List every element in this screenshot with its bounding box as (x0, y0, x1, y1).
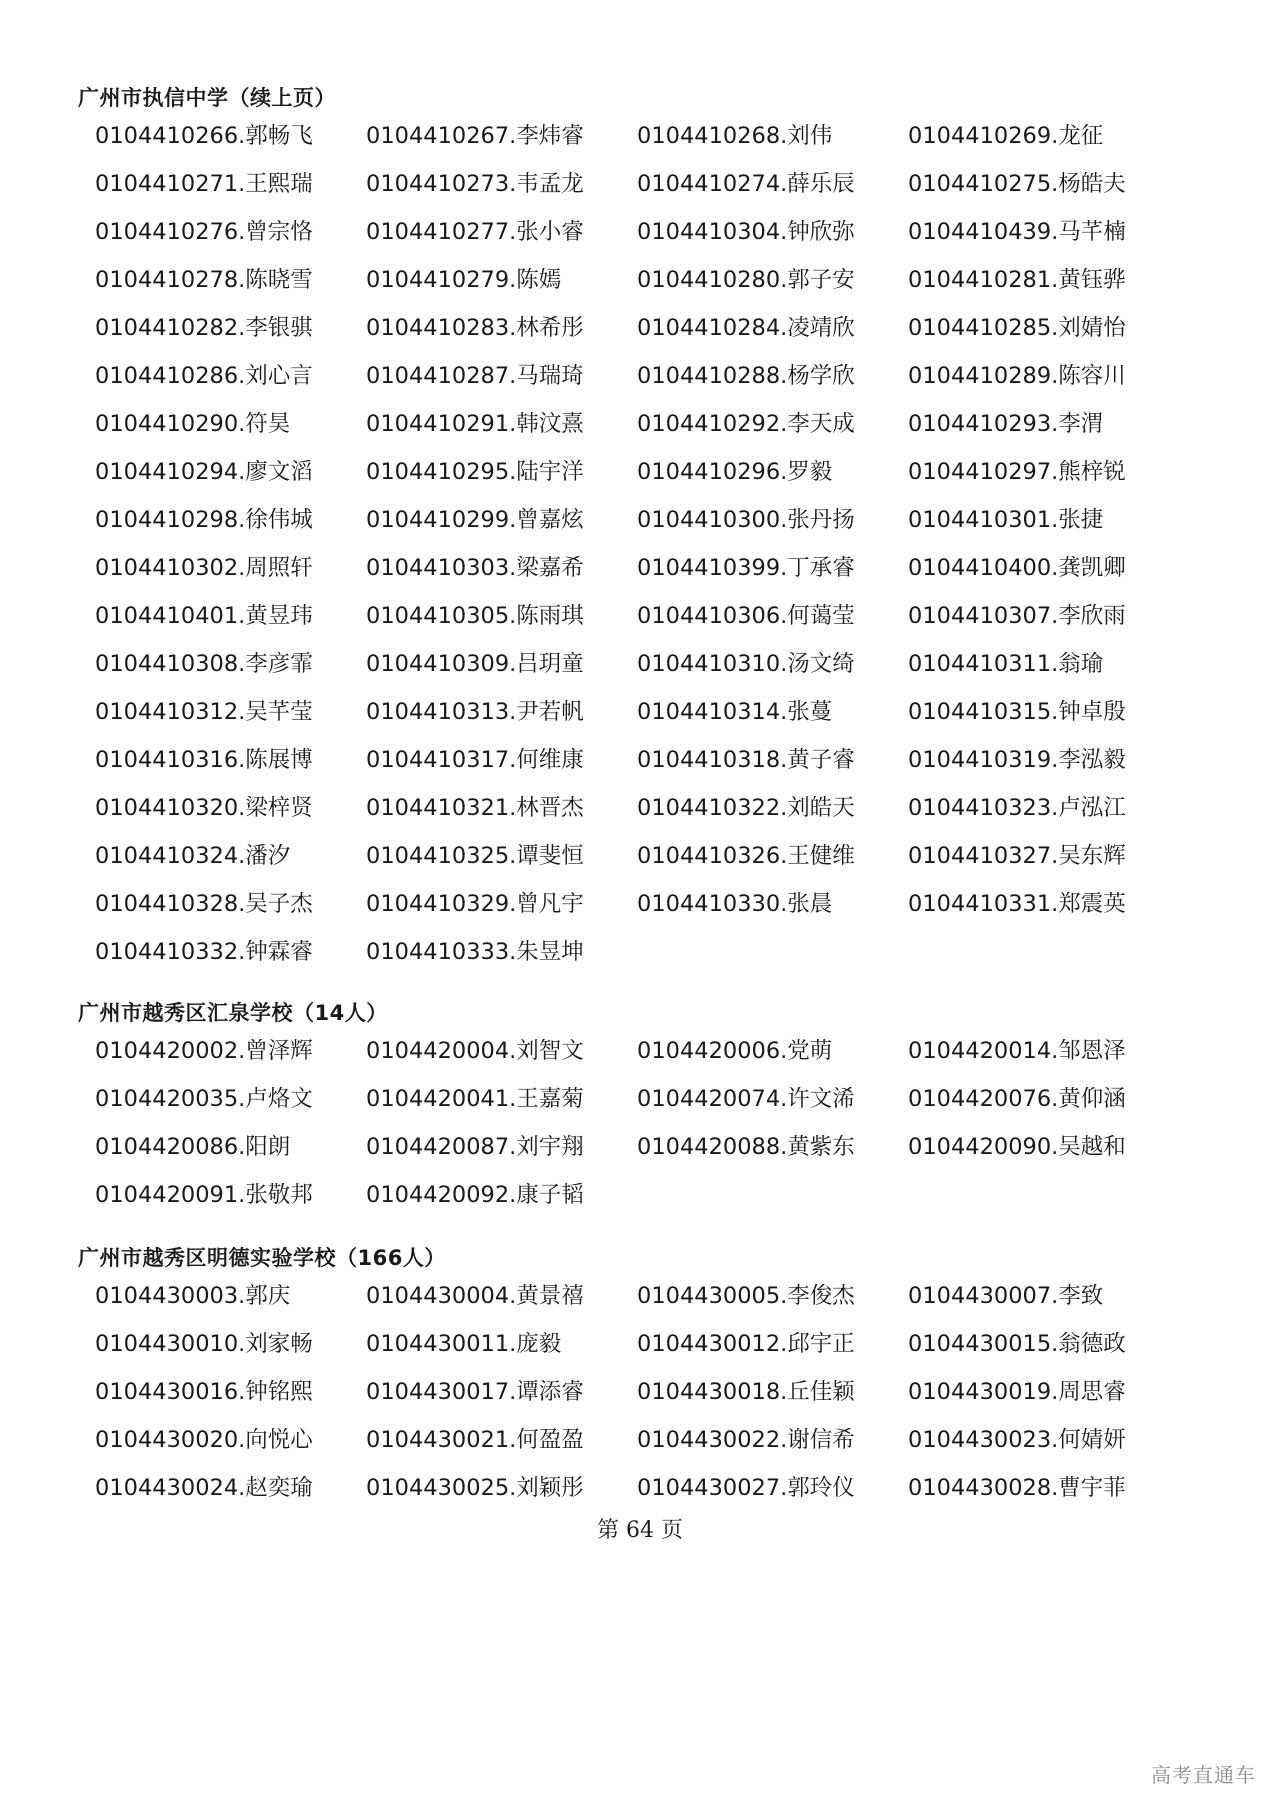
student-entry: 0104430010.刘家畅 (95, 1332, 313, 1357)
student-entry: 0104420088.黄紫东 (637, 1135, 855, 1160)
student-entry: 0104410316.陈展博 (95, 748, 313, 773)
student-entry: 0104430016.钟铭熙 (95, 1380, 313, 1405)
student-entry: 0104430028.曹宇菲 (908, 1476, 1126, 1501)
student-entry: 0104410439.马芊楠 (908, 220, 1126, 245)
student-entry: 0104430012.邱宇正 (637, 1332, 855, 1357)
student-entry: 0104410266.郭畅飞 (95, 124, 313, 149)
student-entry: 0104410309.吕玥童 (366, 652, 584, 677)
student-entry: 0104410291.韩汶熹 (366, 412, 584, 437)
student-list (95, 124, 1208, 988)
student-entry: 0104420035.卢烙文 (95, 1087, 313, 1112)
watermark: 高考直通车 (1151, 1763, 1256, 1787)
student-entry: 0104410308.李彦霏 (95, 652, 313, 677)
student-entry: 0104430023.何婧妍 (908, 1428, 1126, 1453)
student-entry: 0104410325.谭斐恒 (366, 844, 584, 869)
student-entry: 0104410282.李银骐 (95, 316, 313, 341)
student-entry: 0104410267.李炜睿 (366, 124, 584, 149)
student-entry: 0104410313.尹若帆 (366, 700, 584, 725)
school-section (78, 999, 1208, 1231)
student-entry: 0104420076.黄仰涵 (908, 1087, 1126, 1112)
student-entry: 0104410321.林晋杰 (366, 796, 584, 821)
student-entry: 0104410289.陈容川 (908, 364, 1126, 389)
student-entry: 0104410284.凌靖欣 (637, 316, 855, 341)
student-entry: 0104430015.翁德政 (908, 1332, 1126, 1357)
student-entry: 0104410276.曾宗恪 (95, 220, 313, 245)
student-entry: 0104410331.郑震英 (908, 892, 1126, 917)
student-list (95, 1284, 1208, 1524)
section-heading: 广州市越秀区明德实验学校（166人） (78, 1246, 446, 1270)
student-entry: 0104410329.曾凡宇 (366, 892, 584, 917)
student-entry: 0104410302.周照轩 (95, 556, 313, 581)
student-entry: 0104430011.庞毅 (366, 1332, 562, 1357)
student-entry: 0104420090.吴越和 (908, 1135, 1126, 1160)
student-entry: 0104420002.曾泽辉 (95, 1039, 313, 1064)
student-entry: 0104410400.龚凯卿 (908, 556, 1126, 581)
student-entry: 0104420087.刘宇翔 (366, 1135, 584, 1160)
student-entry: 0104420074.许文浠 (637, 1087, 855, 1112)
student-entry: 0104410311.翁瑜 (908, 652, 1104, 677)
student-entry: 0104410399.丁承睿 (637, 556, 855, 581)
student-entry: 0104420014.邹恩泽 (908, 1039, 1126, 1064)
student-entry: 0104430021.何盈盈 (366, 1428, 584, 1453)
student-entry: 0104420041.王嘉菊 (366, 1087, 584, 1112)
student-entry: 0104410317.何维康 (366, 748, 584, 773)
student-entry: 0104410293.李渭 (908, 412, 1104, 437)
student-entry: 0104410296.罗毅 (637, 460, 833, 485)
student-entry: 0104410320.梁梓贤 (95, 796, 313, 821)
student-entry: 0104410287.马瑞琦 (366, 364, 584, 389)
student-entry: 0104410268.刘伟 (637, 124, 833, 149)
student-entry: 0104410280.郭子安 (637, 268, 855, 293)
student-entry: 0104430027.郭玲仪 (637, 1476, 855, 1501)
student-list (95, 1039, 1208, 1231)
student-entry: 0104410283.林希彤 (366, 316, 584, 341)
student-entry: 0104410299.曾嘉炫 (366, 508, 584, 533)
student-entry: 0104410323.卢泓江 (908, 796, 1126, 821)
student-entry: 0104410277.张小睿 (366, 220, 584, 245)
student-entry: 0104410314.张蔓 (637, 700, 833, 725)
student-entry: 0104410312.吴芊莹 (95, 700, 313, 725)
student-entry: 0104410297.熊梓锐 (908, 460, 1126, 485)
student-entry: 0104410307.李欣雨 (908, 604, 1126, 629)
student-entry: 0104410326.王健维 (637, 844, 855, 869)
student-entry: 0104430024.赵奕瑜 (95, 1476, 313, 1501)
section-heading: 广州市执信中学（续上页） (78, 86, 336, 110)
student-entry: 0104430022.谢信希 (637, 1428, 855, 1453)
student-entry: 0104430003.郭庆 (95, 1284, 291, 1309)
student-entry: 0104410300.张丹扬 (637, 508, 855, 533)
student-entry: 0104410310.汤文绮 (637, 652, 855, 677)
student-entry: 0104430018.丘佳颖 (637, 1380, 855, 1405)
student-entry: 0104410333.朱昱坤 (366, 940, 584, 965)
student-entry: 0104430019.周思睿 (908, 1380, 1126, 1405)
student-entry: 0104430007.李致 (908, 1284, 1104, 1309)
student-entry: 0104410275.杨皓夫 (908, 172, 1126, 197)
student-entry: 0104410294.廖文滔 (95, 460, 313, 485)
student-entry: 0104430025.刘颖彤 (366, 1476, 584, 1501)
student-entry: 0104430005.李俊杰 (637, 1284, 855, 1309)
student-entry: 0104420092.康子韬 (366, 1183, 584, 1208)
student-entry: 0104410304.钟欣弥 (637, 220, 855, 245)
student-entry: 0104420004.刘智文 (366, 1039, 584, 1064)
student-entry: 0104410292.李天成 (637, 412, 855, 437)
school-section (78, 1244, 1208, 1524)
student-entry: 0104410288.杨学欣 (637, 364, 855, 389)
student-entry: 0104410306.何蔼莹 (637, 604, 855, 629)
student-entry: 0104410315.钟卓殷 (908, 700, 1126, 725)
section-heading: 广州市越秀区汇泉学校（14人） (78, 1001, 388, 1025)
student-entry: 0104410301.张捷 (908, 508, 1104, 533)
student-entry: 0104420086.阳朗 (95, 1135, 291, 1160)
student-entry: 0104410318.黄子睿 (637, 748, 855, 773)
student-entry: 0104410298.徐伟城 (95, 508, 313, 533)
student-entry: 0104420091.张敬邦 (95, 1183, 313, 1208)
student-entry: 0104410271.王熙瑞 (95, 172, 313, 197)
student-entry: 0104410285.刘婧怡 (908, 316, 1126, 341)
student-entry: 0104410279.陈嫣 (366, 268, 562, 293)
student-entry: 0104430020.向悦心 (95, 1428, 313, 1453)
student-entry: 0104410305.陈雨琪 (366, 604, 584, 629)
student-entry: 0104410324.潘汐 (95, 844, 291, 869)
student-entry: 0104410281.黄钰骅 (908, 268, 1126, 293)
student-entry: 0104410332.钟霖睿 (95, 940, 313, 965)
student-entry: 0104430017.谭添睿 (366, 1380, 584, 1405)
student-entry: 0104410295.陆宇洋 (366, 460, 584, 485)
student-entry: 0104410269.龙征 (908, 124, 1104, 149)
school-section (78, 84, 1208, 988)
student-entry: 0104410274.薛乐辰 (637, 172, 855, 197)
student-entry: 0104410401.黄昱玮 (95, 604, 313, 629)
student-entry: 0104430004.黄景禧 (366, 1284, 584, 1309)
student-entry: 0104410290.符昊 (95, 412, 291, 437)
student-entry: 0104410328.吴子杰 (95, 892, 313, 917)
student-entry: 0104410319.李泓毅 (908, 748, 1126, 773)
student-entry: 0104410327.吴东辉 (908, 844, 1126, 869)
student-entry: 0104410278.陈晓雪 (95, 268, 313, 293)
student-entry: 0104410322.刘皓天 (637, 796, 855, 821)
student-entry: 0104410273.韦孟龙 (366, 172, 584, 197)
page-number: 第 64 页 (597, 1518, 683, 1543)
student-entry: 0104410286.刘心言 (95, 364, 313, 389)
student-entry: 0104420006.党萌 (637, 1039, 833, 1064)
student-entry: 0104410303.梁嘉希 (366, 556, 584, 581)
student-entry: 0104410330.张晨 (637, 892, 833, 917)
